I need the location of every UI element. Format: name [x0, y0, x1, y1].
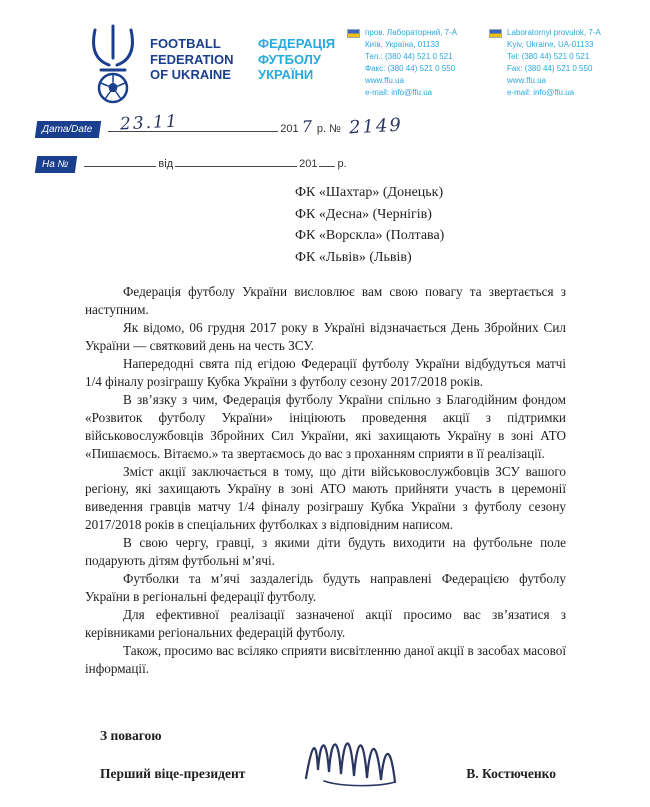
date-label-box	[35, 121, 102, 138]
body-paragraph: Напередодні свята під егідою Федерації футболу України відбудуться матчі 1/4 фіналу розіграшу Кубка України з футболу сезону 2017/2018 років.	[85, 355, 566, 389]
body-paragraph: Футболки та м’ячі заздалегідь будуть направлені Федерацією футболу України в регіональні федерації футболу.	[85, 571, 566, 605]
contact-line: Tel: (380 44) 521 0 521	[507, 52, 590, 61]
recipient-line: ФК «Десна» (Чернігів)	[295, 206, 432, 222]
recipients-block	[295, 182, 444, 269]
printed-year-prefix: 201	[280, 123, 299, 135]
org-name-ua: ФЕДЕРАЦІЯ ФУТБОЛУ УКРАЇНИ	[258, 36, 336, 83]
contact-line-website: www.ffu.ua	[507, 76, 546, 85]
contact-block-en	[489, 27, 642, 99]
signer-title: Перший віце-президент	[100, 766, 246, 781]
body-paragraph: Федерація футболу України висловлює вам свою повагу та звертається з наступним.	[85, 284, 566, 317]
contact-line-email: e-mail: info@ffu.ua	[365, 88, 433, 97]
ref-label: На №	[42, 158, 69, 170]
recipient-line: ФК «Шахтар» (Донецьк)	[295, 185, 444, 200]
contact-line-website: www.ffu.ua	[365, 76, 404, 85]
reference-row	[36, 151, 349, 173]
contact-line: Київ, Україна, 01133	[365, 40, 440, 49]
body-paragraph: В зв’язку з чим, Федерація футболу України спільно з Благодійним фондом «Розвиток футболу України» ініціюють проведення акції з підтримки військовослужбовців Збройних Сил України, які захищають Україну в зоні АТО «Пишаємось. Вітаємо.» та звертаємось до вас з проханням сприяти в її реалізації.	[85, 391, 566, 461]
org-name-en: FOOTBALL FEDERATION OF UKRAINE	[150, 36, 234, 83]
ref-r-label: р.	[337, 158, 347, 170]
body-paragraph: Для ефективної реалізації зазначеної акції просимо вас зв’язатися з керівниками регіональних федерацій футболу.	[85, 607, 566, 641]
signer-name: В. Костюченко	[466, 766, 556, 781]
ffu-emblem-logo	[84, 22, 142, 110]
trident-football-icon	[84, 22, 142, 110]
body-paragraph: Як відомо, 06 грудня 2017 року в Україні відзначається День Збройних Сил України — святковий день на честь ЗСУ.	[85, 319, 566, 353]
contact-line: Laboratornyi provulok, 7-A	[507, 28, 601, 37]
handwritten-doc-number: 2149	[348, 114, 404, 139]
contact-line: Тел.: (380 44) 521 0 521	[365, 52, 453, 61]
ref-date-blank-line	[175, 151, 297, 167]
recipient-line: ФК «Ворскла» (Полтава)	[295, 228, 445, 244]
handwritten-signature-icon	[300, 726, 420, 794]
date-row	[36, 111, 404, 139]
signature-block	[85, 728, 566, 782]
ukraine-flag-icon	[347, 29, 360, 38]
contact-line: Kyiv, Ukraine, UA-01133	[507, 40, 594, 49]
date-label: Дата/Date	[42, 123, 93, 135]
ref-blank-line	[84, 151, 156, 167]
contact-line: пров. Лабораторний, 7-А	[365, 28, 458, 37]
contact-line-email: e-mail: info@ffu.ua	[507, 88, 575, 97]
ukraine-flag-icon	[489, 29, 502, 38]
contact-line: Fax: (380 44) 521 0 550	[507, 64, 593, 73]
date-blank-line	[108, 111, 278, 135]
ref-label-box	[35, 156, 78, 173]
body-paragraph: Зміст акції заключається в тому, що діти військовослужбовців ЗСУ вашого регіону, які захищають Україну в зоні АТО мають прийняти участь в церемонії виведення гравців матчу 1/4 фіналу розіграшу Кубка України з футболу сезону 2017/2018 років в спеціальних футболках з відповідним написом.	[85, 463, 566, 533]
ref-year-blank	[319, 151, 335, 167]
salutation: З повагою	[100, 728, 162, 743]
handwritten-date: 23.11	[119, 111, 180, 135]
ref-vid-label: від	[158, 158, 174, 170]
body-paragraph: Також, просимо вас всіляко сприяти висвітленню даної акції в засобах масової інформації.	[85, 643, 566, 677]
letter-body	[85, 283, 566, 678]
ref-year-prefix: 201	[299, 158, 318, 170]
contact-line: Факс: (380 44) 521 0 550	[365, 64, 456, 73]
contact-block-ua	[347, 27, 495, 99]
body-paragraph: В свою чергу, гравці, з якими діти будуть виходити на футбольне поле подарують дітям футбольні м’ячі.	[85, 535, 566, 569]
signature-line	[85, 766, 566, 782]
printed-number-sign: р. №	[316, 123, 341, 135]
handwritten-year-digit: 7	[301, 116, 313, 137]
recipient-line: ФК «Львів» (Львів)	[295, 250, 412, 266]
